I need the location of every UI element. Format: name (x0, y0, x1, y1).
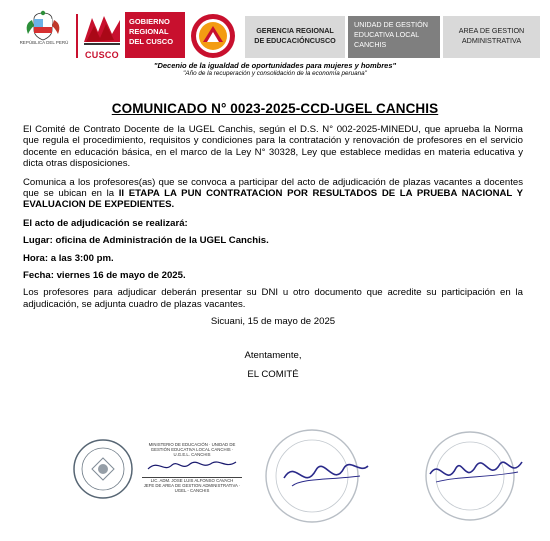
header-divider (76, 14, 78, 58)
document-body (23, 124, 523, 387)
document-title: COMUNICADO N° 0023-2025-CCD-UGEL CANCHIS (111, 101, 439, 116)
stamp-person: LIC. ADM. JOSE LUIS ALFONSO CAVACH (142, 477, 242, 483)
cusco-logo (80, 12, 124, 60)
gerencia-regional-box: GERENCIA REGIONAL DE EDUCACIÓNCUSCO (245, 16, 345, 58)
announcement-text: Comunica a los profesores(as) que se convoca a participar del acto de adjudicación de plazas vacantes a docentes que se ubican en la (23, 176, 523, 200)
act-time: Hora: a las 3:00 pm. (23, 252, 114, 264)
act-place: Lugar: oficina de Administración de la UGEL Canchis. (23, 235, 269, 247)
stamp-institution: MINISTERIO DE EDUCACIÓN · UNIDAD DE GESTIÓN EDUCATIVA LOCAL CANCHIS · U.G.E.L. CANCHIS (148, 442, 236, 457)
official-slogans (0, 61, 550, 78)
official-stamp-icon (70, 438, 136, 500)
header-banner (12, 10, 540, 62)
act-date: Fecha: viernes 16 de mayo de 2025. (23, 270, 186, 282)
drec-seal-icon (189, 12, 237, 60)
signature-scribble-1 (142, 457, 242, 475)
announcement-stage: II ETAPA LA PUN CONTRATACION POR RESULTADOS DE LA PRUEBA NACIONAL Y EVALUACION DE EXPEDIENTES. (23, 188, 523, 211)
stamp-role: JEFE DE AREA DE GESTION ADMINISTRATIVA · UGEL - CANCHIS (143, 483, 241, 493)
intro-paragraph: El Comité de Contrato Docente de la UGEL Canchis, según el D.S. N° 002-2025-MINEDU, que aprueba la Norma que regula el procedimiento, requisitos y condiciones para la contratación y renovación de profesores en el servicio docente en educación básica, en el marco de la Ley N° 30328, Ley que establece medidas en materia educativa y dicta otras disposiciones. (23, 124, 523, 170)
act-heading: El acto de adjudicación se realizará: (23, 217, 188, 229)
committee-seal-signature-2 (240, 418, 390, 528)
committee-seal-signature-3 (400, 418, 540, 528)
announcement-paragraph (23, 177, 523, 211)
gobierno-regional-label: GOBIERNO REGIONAL DEL CUSCO (125, 12, 185, 58)
decade-slogan: "Decenio de la igualdad de oportunidades para mujeres y hombres" (153, 61, 397, 70)
stamp-text-block (142, 442, 242, 493)
place-date: Sicuani, 15 de mayo de 2025 (210, 316, 336, 328)
area-gestion-box: AREA DE GESTION ADMINISTRATIVA (443, 16, 540, 58)
cusco-logo-text: CUSCO (84, 50, 119, 60)
year-slogan: "Año de la recuperación y consolidación de la economía peruana" (183, 70, 367, 77)
crest-caption: REPÚBLICA DEL PERÚ (19, 40, 69, 45)
peru-crest-icon (12, 10, 74, 62)
signatory-label: EL COMITÉ (247, 369, 299, 381)
closing-text: Atentamente, (244, 349, 302, 361)
ugel-canchis-box: UNIDAD DE GESTIÓN EDUCATIVA LOCAL CANCHIS (348, 16, 440, 58)
requirements-paragraph: Los profesores para adjudicar deberán presentar su DNI u otro documento que acredite su participación en la adjudicación, se adjunta cuadro de plazas vacantes. (23, 287, 523, 310)
